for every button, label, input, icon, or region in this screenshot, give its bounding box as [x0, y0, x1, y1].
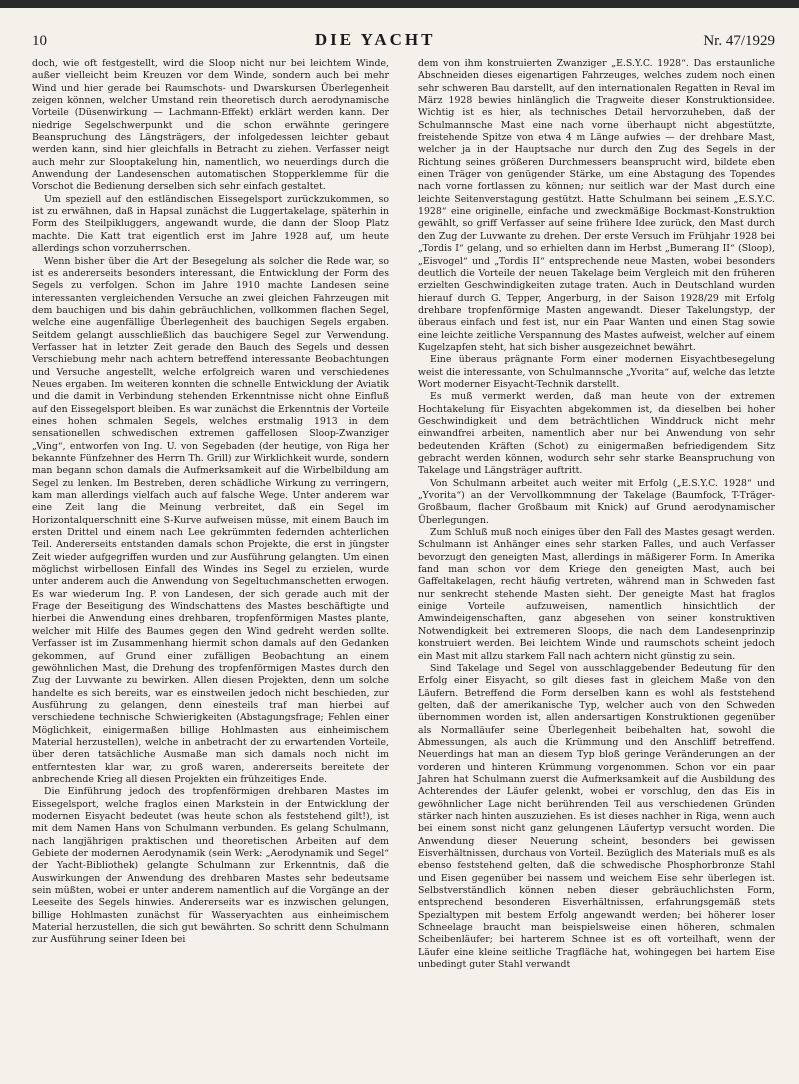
paragraph: Von Schulmann arbeitet auch weiter mit Erfolg („E.S.Y.C. 1928“ und „Yvorita“) an der Vervollkommnung der Takelage (Baumfock, T-Träger-Großbaum, flacher Großbaum mit Knick) auf Grund aerodynamischer Überlegungen.: [418, 477, 775, 526]
paragraph: Es muß vermerkt werden, daß man heute von der extremen Hochtakelung für Eisyachten abgekommen ist, da dieselben bei hoher Geschwindigkeit und dem beträchtlichen Winddruck nicht mehr einwandfrei arbeiten, namentlich aber nur bei Anwendung von sehr bedeutenden Kräften (Schot) zu einigermaßen befriedigendem Sitz gebracht werden können, wodurch sehr sehr starke Beanspruchung von Takelage und Längsträger auftritt.: [418, 391, 775, 477]
paragraph: Wenn bisher über die Art der Besegelung als solcher die Rede war, so ist es andererseits besonders interessant, die Entwicklung der Form des Segels zu verfolgen. Schon im Jahre 1910 machte Landesen seine interessanten vergleichenden Versuche an zwei gleichen Fahrzeugen mit dem bauchigen und bis dahin gebräuchlichen, vollkommen flachen Segel, welche eine augenfällige Überlegenheit des bauchigen Segels ergaben. Seitdem gelangt ausschließlich das bauchigere Segel zur Verwendung. Verfasser hat in letzter Zeit gerade den Bauch des Segels und dessen Verschiebung mehr nach achtern betreffend interessante Beobachtungen und Versuche angestellt, welche erfolgreich waren und verschiedenes Neues ergaben. Im weiteren konnten die schnelle Entwicklung der Aviatik und die damit in Verbindung stehenden Erkenntnisse nicht ohne Einfluß auf den Eissegelsport bleiben. Es war zunächst die Erkenntnis der Vorteile eines hohen schmalen Segels, welches erstmalig 1913 in dem sensationellen schwedischen extremen gaffellosen Sloop-Zwanziger „Ving“, entworfen von Ing. U. von Segebaden (der heutige, von Riga her bekannte Fünfzehner des Herrn Th. Grill) zur Wirklichkeit wurde, sondern man begann schon damals die Aufmerksamkeit auf die Wirbelbildung am Segel zu lenken. Im Bestreben, deren schädliche Wirkung zu verringern, kam man allerdings vielfach auch auf falsche Wege. Unter anderem war eine Zeit lang die Meinung verbreitet, daß ein Segel im Horizontalquerschnitt eine S-Kurve aufweisen müsse, mit einem Bauch im ersten Drittel und einem nach Lee gekrümmten federnden achterlichen Teil. Andererseits entstanden damals schon Projekte, die erst in jüngster Zeit wieder aufgegriffen wurden und zur Ausführung gelangten. Um einen möglichst wirbellosen Einfall des Windes ins Segel zu erzielen, wurde unter anderem auch die Anwendung von Segeltuchmanschetten erwogen. Es war wiederum Ing. P. von Landesen, der sich gerade auch mit der Frage der Beseitigung des Windschattens des Mastes beschäftigte und hierbei die Anwendung eines drehbaren, tropfenförmigen Mastes plante, welcher mit Hilfe des Baumes gegen den Wind gedreht werden sollte. Verfasser ist im Zusammenhang hiermit schon damals auf den Gedanken gekommen, auf Grund einer zufälligen Beobachtung an einem gewöhnlichen Mast, die Drehung des tropfenförmigen Mastes durch den Zug der Luvwante zu bewirken. Allen diesen Projekten, denn um solche handelte es sich bereits, war es einstweilen jedoch nicht beschieden, zur Ausführung zu gelangen, denn einesteils traf man hierbei auf verschiedene technische Schwierigkeiten (Abstagungsfrage; Fehlen einer Möglichkeit, einigermaßen billige Hohlmasten aus einheimischem Material herzustellen), welche in anbetracht der zu erwartenden Vorteile, über deren tatsächliche Ausmaße man sich damals noch nicht im entferntesten klar war, zu groß waren, andererseits bereitete der anbrechende Krieg all diesen Projekten ein frühzeitiges Ende.: [32, 255, 389, 785]
article-body: [32, 58, 775, 971]
magazine-title: DIE YACHT: [314, 30, 436, 49]
scan-border: [0, 0, 799, 8]
paragraph: doch, wie oft festgestellt, wird die Sloop nicht nur bei leichtem Winde, außer vielleicht beim Kreuzen vor dem Winde, sondern auch bei mehr Wind und hier gerade bei Raumschots- und Dwarskursen Überlegenheit zeigen können, welcher Umstand rein theoretisch durch aerodynamische Vorteile (Düsenwirkung — Lachmann-Effekt) erklärt werden kann. Der niedrige Segelschwerpunkt und die schon erwähnte geringere Beanspruchung des Längsträgers, der infolgedessen leichter gebaut werden kann, sind hier gleichfalls in Betracht zu ziehen. Verfasser neigt auch mehr zur Slooptakelung hin, namentlich, wo neuerdings durch die Anwendung der Landesenschen automatischen Stopperklemme für die Vorschot die Bedienung derselben sich sehr einfach gestaltet.: [32, 58, 389, 193]
paragraph: Sind Takelage und Segel von ausschlaggebender Bedeutung für den Erfolg einer Eisyacht, so gilt dieses fast in gleichem Maße von den Läufern. Betreffend die Form derselben kann es wohl als feststehend gelten, daß der amerikanische Typ, welcher auch von den Schweden übernommen worden ist, allen andersartigen Konstruktionen gegenüber als Normalläufer seine Überlegenheit beibehalten hat, sowohl die Abmessungen, als auch die Krümmung und den Anschliff betreffend. Neuerdings hat man an diesem Typ bloß geringe Veränderungen an der vorderen und hinteren Krümmung vorgenommen. Schon vor ein paar Jahren hat Schulmann zuerst die Aufmerksamkeit auf die Ausbildung des Achterendes der Läufer gelenkt, wobei er vorschlug, den das Eis in gewöhnlicher Lage nicht berührenden Teil aus verschiedenen Gründen stärker nach hinten auszuziehen. Es ist dieses nachher in Riga, wenn auch bei einem sonst nicht ganz gelungenen Läufertyp versucht worden. Die Anwendung dieser Neuerung scheint, besonders bei gewissen Eisverhältnissen, durchaus von Vorteil. Bezüglich des Materials muß es als ebenso feststehend gelten, daß die schwedische Phosphorbronze Stahl und Eisen gegenüber bei nassem und weichem Eise sehr überlegen ist. Selbstverständlich können neben dieser gebräuchlichsten Form, entsprechend besonderen Eisverhältnissen, erfahrungsgemäß stets Spezialtypen mit bestem Erfolg angewandt werden; bei höherer loser Schneelage braucht man beispielsweise einen höheren, schmalen Scheibenläufer; bei harterem Schnee ist es oft vorteilhaft, wenn der Läufer eine kleine seitliche Tragfläche hat, wohingegen bei hartem Eise unbedingt guter Stahl verwandt: [418, 662, 775, 971]
paragraph: Eine überaus prägnante Form einer modernen Eisyachtbesegelung weist die interessante, von Schulmannsche „Yvorita“ auf, welche das letzte Wort moderner Eisyacht-Technik darstellt.: [418, 354, 775, 390]
right-column: [418, 58, 775, 971]
page-header: [32, 30, 775, 50]
paragraph: Die Einführung jedoch des tropfenförmigen drehbaren Mastes im Eissegelsport, welche fraglos einen Markstein in der Entwicklung der modernen Eisyacht bedeutet (was heute schon als feststehend gilt!), ist mit dem Namen Hans von Schulmann verbunden. Es gelang Schulmann, nach langjährigen praktischen und theoretischen Arbeiten auf dem Gebiete der modernen Aerodynamik (sein Werk: „Aerodynamik und Segel“ der Yacht-Bibliothek) gelangte Schulmann zur Erkenntnis, daß die Auswirkungen der Anwendung des drehbaren Mastes sehr bedeutsame sein müßten, wobei er unter anderem namentlich auf die Vorgänge an der Leeseite des Segels hinwies. Andererseits war es inzwischen gelungen, billige Hohlmasten zunächst für Wasseryachten aus einheimischem Material herzustellen, die sich gut bewährten. So schritt denn Schulmann zur Ausführung seiner Ideen bei: [32, 786, 389, 946]
page-number: 10: [32, 33, 47, 49]
paragraph: Zum Schluß muß noch einiges über den Fall des Mastes gesagt werden. Schulmann ist Anhänger eines sehr starken Falles, und auch Verfasser bevorzugt den geneigten Mast, allerdings in mäßigerer Form. In Amerika fand man schon vor dem Kriege den geneigten Mast, auch bei Gaffeltakelagen, recht häufig vertreten, während man in Schweden fast nur senkrecht stehende Masten sieht. Der geneigte Mast hat fraglos einige Vorteile aufzuweisen, namentlich hinsichtlich der Amwindeigenschaften, ganz abgesehen von seiner konstruktiven Notwendigkeit bei extremeren Sloops, die nach dem Landesenprinzip konstruiert werden. Bei leichtem Winde und raumschots scheint jedoch ein Mast mit allzu starkem Fall nach achtern nicht günstig zu sein.: [418, 527, 775, 662]
left-column: [32, 58, 389, 971]
paragraph: dem von ihm konstruierten Zwanziger „E.S.Y.C. 1928“. Das erstaunliche Abschneiden dieses eigenartigen Fahrzeuges, welches zudem noch einen sehr schweren Bau darstellt, auf den internationalen Regatten in Reval im März 1928 bewies hinlänglich die Tragweite dieser Konstruktionsidee. Wichtig ist es hier, als technisches Detail hervorzuheben, daß der Schulmannsche Mast eine nach vorne überhaupt nicht abgestützte, freistehende Spitze von etwa 4 m Länge aufwies — der drehbare Mast, welcher ja in der Hauptsache nur durch den Zug des Segels in der Richtung seines größeren Durchmessers beansprucht wird, bildete eben einen Träger von genügender Stärke, um eine Abstagung des Topendes nach vorne fortlassen zu können; nur seitlich war der Mast durch eine leichte Seitenverstagung gestützt. Hatte Schulmann bei seinem „E.S.Y.C. 1928“ eine originelle, einfache und zweckmäßige Bockmast-Konstruktion gewählt, so griff Verfasser auf seine frühere Idee zurück, den Mast durch den Zug der Luvwante zu drehen. Der erste Versuch im Frühjahr 1928 bei „Tordis I“ gelang, und so erhielten dann im Herbst „Bumerang II“ (Sloop), „Eisvogel“ und „Tordis II“ entsprechende neue Masten, wobei besonders deutlich die Vorteile der neuen Takelage beim Vergleich mit den früheren erzielten Geschwindigkeiten zutage traten. Auch in Deutschland wurden hierauf durch G. Tepper, Angerburg, in der Saison 1928/29 mit Erfolg drehbare tropfenförmige Masten angewandt. Dieser Takelungstyp, der überaus einfach und fest ist, nur ein Paar Wanten und einen Stag sowie eine leichte zeitliche Verspannung des Mastes aufweist, welcher auf einem Kugelzapfen steht, hat sich bisher ausgezeichnet bewährt.: [418, 58, 775, 353]
paragraph: Um speziell auf den estländischen Eissegelsport zurückzukommen, so ist zu erwähnen, daß in Hapsal zunächst die Luggertakelage, späterhin in Form des Steilpikluggers, angewandt wurde, die dann der Sloop Platz machte. Die Katt trat eigentlich erst im Jahre 1928 auf, um heute allerdings schon vorzuherrschen.: [32, 193, 389, 255]
issue-number: Nr. 47/1929: [703, 33, 775, 49]
